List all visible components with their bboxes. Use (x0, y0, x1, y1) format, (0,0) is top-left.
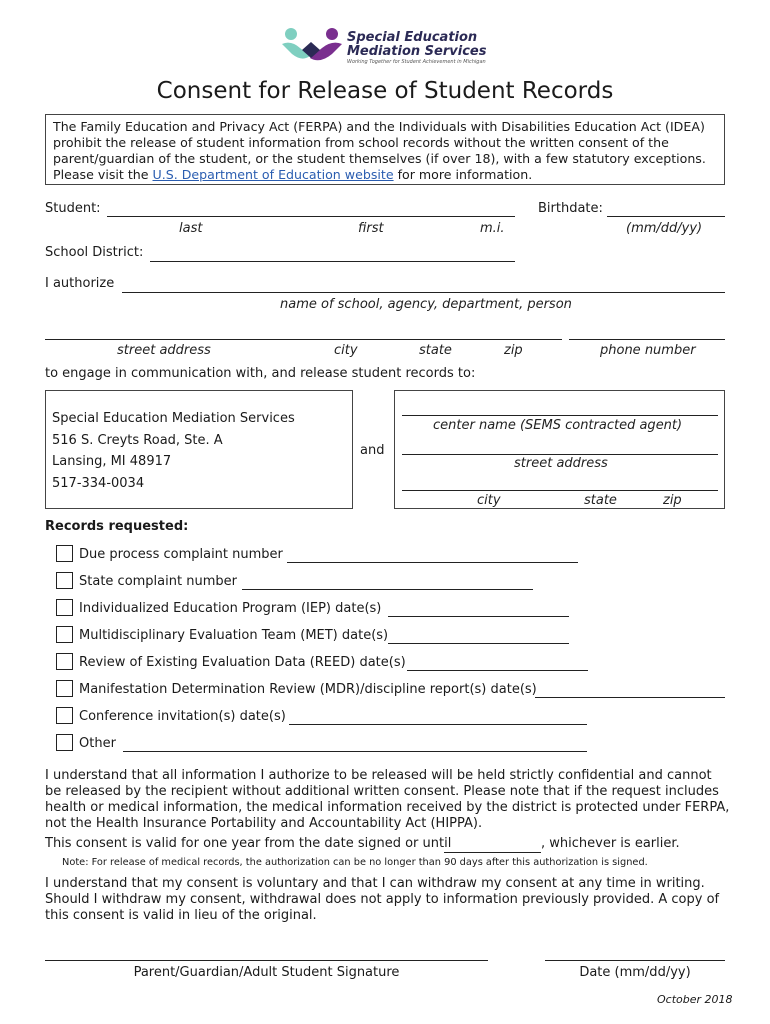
student-label: Student: (45, 201, 101, 216)
conference-checkbox[interactable] (56, 707, 73, 724)
date-caption: Date (mm/dd/yy) (579, 965, 691, 980)
engage-text: to engage in communication with, and release student records to: (45, 366, 476, 381)
state-complaint-field[interactable] (242, 589, 533, 590)
birthdate-label: Birthdate: (538, 201, 603, 216)
logo-line2: Mediation Services (347, 44, 487, 59)
caption-zip: zip (504, 343, 523, 358)
caption-center-zip: zip (663, 493, 682, 508)
caption-last: last (179, 221, 203, 236)
iep-field[interactable] (388, 616, 569, 617)
caption-first: first (358, 221, 384, 236)
school-district-label: School District: (45, 245, 144, 260)
center-street-field[interactable] (402, 454, 718, 455)
confidential-text: I understand that all information I authorize to be released will be held strictly confidential and cannot be released by the recipient without additional written consent. Please note that if the request includes health or medical information, the medical information received by the district is protected under FERPA, not the Health Insurance Portability and Accountability Act (HIPPA). (45, 768, 730, 831)
signature-field[interactable] (45, 960, 488, 961)
signature-caption: Parent/Guardian/Adult Student Signature (133, 965, 400, 980)
record-item-label: Review of Existing Evaluation Data (REED) date(s) (79, 655, 406, 670)
valid-text-end: , whichever is earlier. (541, 836, 680, 851)
reed-checkbox[interactable] (56, 653, 73, 670)
page-title: Consent for Release of Student Records (156, 78, 614, 104)
records-heading: Records requested: (45, 519, 189, 534)
intro-text-end: for more information. (393, 167, 533, 182)
authorize-phone-field[interactable] (569, 339, 725, 340)
logo-figures-icon (280, 26, 346, 66)
logo (280, 26, 510, 66)
logo-line1: Special Education (347, 30, 478, 45)
center-city-field[interactable] (402, 490, 718, 491)
sems-phone: 517-334-0034 (52, 476, 145, 491)
caption-phone: phone number (600, 343, 696, 358)
caption-center-name: center name (SEMS contracted agent) (433, 418, 683, 433)
caption-mi: m.i. (480, 221, 505, 236)
conference-field[interactable] (289, 724, 587, 725)
voluntary-text: I understand that my consent is voluntary and that I can withdraw my consent at any time in writing. Should I withdraw my consent, withdrawal does not apply to information previously provided. A copy of this consent is valid in lieu of the original. (45, 876, 720, 923)
student-name-field[interactable] (107, 216, 515, 217)
caption-center-state: state (584, 493, 617, 508)
sems-city: Lansing, MI 48917 (52, 454, 172, 469)
sems-address-box (45, 390, 353, 509)
and-text: and (360, 443, 385, 458)
due-process-checkbox[interactable] (56, 545, 73, 562)
authorize-name-field[interactable] (122, 292, 725, 293)
center-name-field[interactable] (402, 415, 718, 416)
intro-text: The Family Education and Privacy Act (FERPA) and the Individuals with Disabilities Education Act (IDEA) prohibit the release of student information from school records without the written consent of the parent/guardian of the student, or the student themselves (if over 18), with a few statutory exceptions. Please visit the (53, 119, 706, 182)
sems-name: Special Education Mediation Services (52, 411, 295, 426)
state-complaint-checkbox[interactable] (56, 572, 73, 589)
valid-until-field[interactable] (444, 852, 541, 853)
record-item-label: Manifestation Determination Review (MDR)/discipline report(s) date(s) (79, 682, 537, 697)
iep-checkbox[interactable] (56, 599, 73, 616)
medical-note: Note: For release of medical records, the authorization can be no longer than 90 days after this authorization is signed. (62, 857, 648, 868)
record-item-label: Conference invitation(s) date(s) (79, 709, 286, 724)
mdr-checkbox[interactable] (56, 680, 73, 697)
caption-street: street address (117, 343, 211, 358)
birthdate-field[interactable] (607, 216, 725, 217)
other-field[interactable] (123, 751, 587, 752)
intro-box (45, 114, 725, 185)
education-website-link[interactable]: U.S. Department of Education website (152, 167, 394, 182)
sems-street: 516 S. Creyts Road, Ste. A (52, 433, 223, 448)
caption-birthdate: (mm/dd/yy) (626, 221, 703, 236)
record-item-label: Multidisciplinary Evaluation Team (MET) date(s) (79, 628, 389, 643)
caption-city: city (334, 343, 358, 358)
date-signed-field[interactable] (545, 960, 725, 961)
school-district-field[interactable] (150, 261, 515, 262)
reed-field[interactable] (407, 670, 588, 671)
caption-center-city: city (477, 493, 501, 508)
record-item-label: Other (79, 736, 116, 751)
met-field[interactable] (388, 643, 569, 644)
authorize-address-field[interactable] (45, 339, 562, 340)
caption-center-street: street address (514, 456, 608, 471)
valid-text-start: This consent is valid for one year from the date signed or until (45, 836, 452, 851)
footer-date: October 2018 (657, 993, 733, 1006)
record-item-label: State complaint number (79, 574, 237, 589)
mdr-field[interactable] (535, 697, 725, 698)
due-process-field[interactable] (287, 562, 578, 563)
logo-tagline: Working Together for Student Achievement in Michigan (347, 59, 486, 65)
center-address-box (394, 390, 725, 509)
authorize-label: I authorize (45, 276, 115, 291)
caption-authorize-name: name of school, agency, department, person (280, 297, 572, 312)
caption-state: state (419, 343, 452, 358)
record-item-label: Due process complaint number (79, 547, 283, 562)
record-item-label: Individualized Education Program (IEP) date(s) (79, 601, 382, 616)
met-checkbox[interactable] (56, 626, 73, 643)
other-checkbox[interactable] (56, 734, 73, 751)
